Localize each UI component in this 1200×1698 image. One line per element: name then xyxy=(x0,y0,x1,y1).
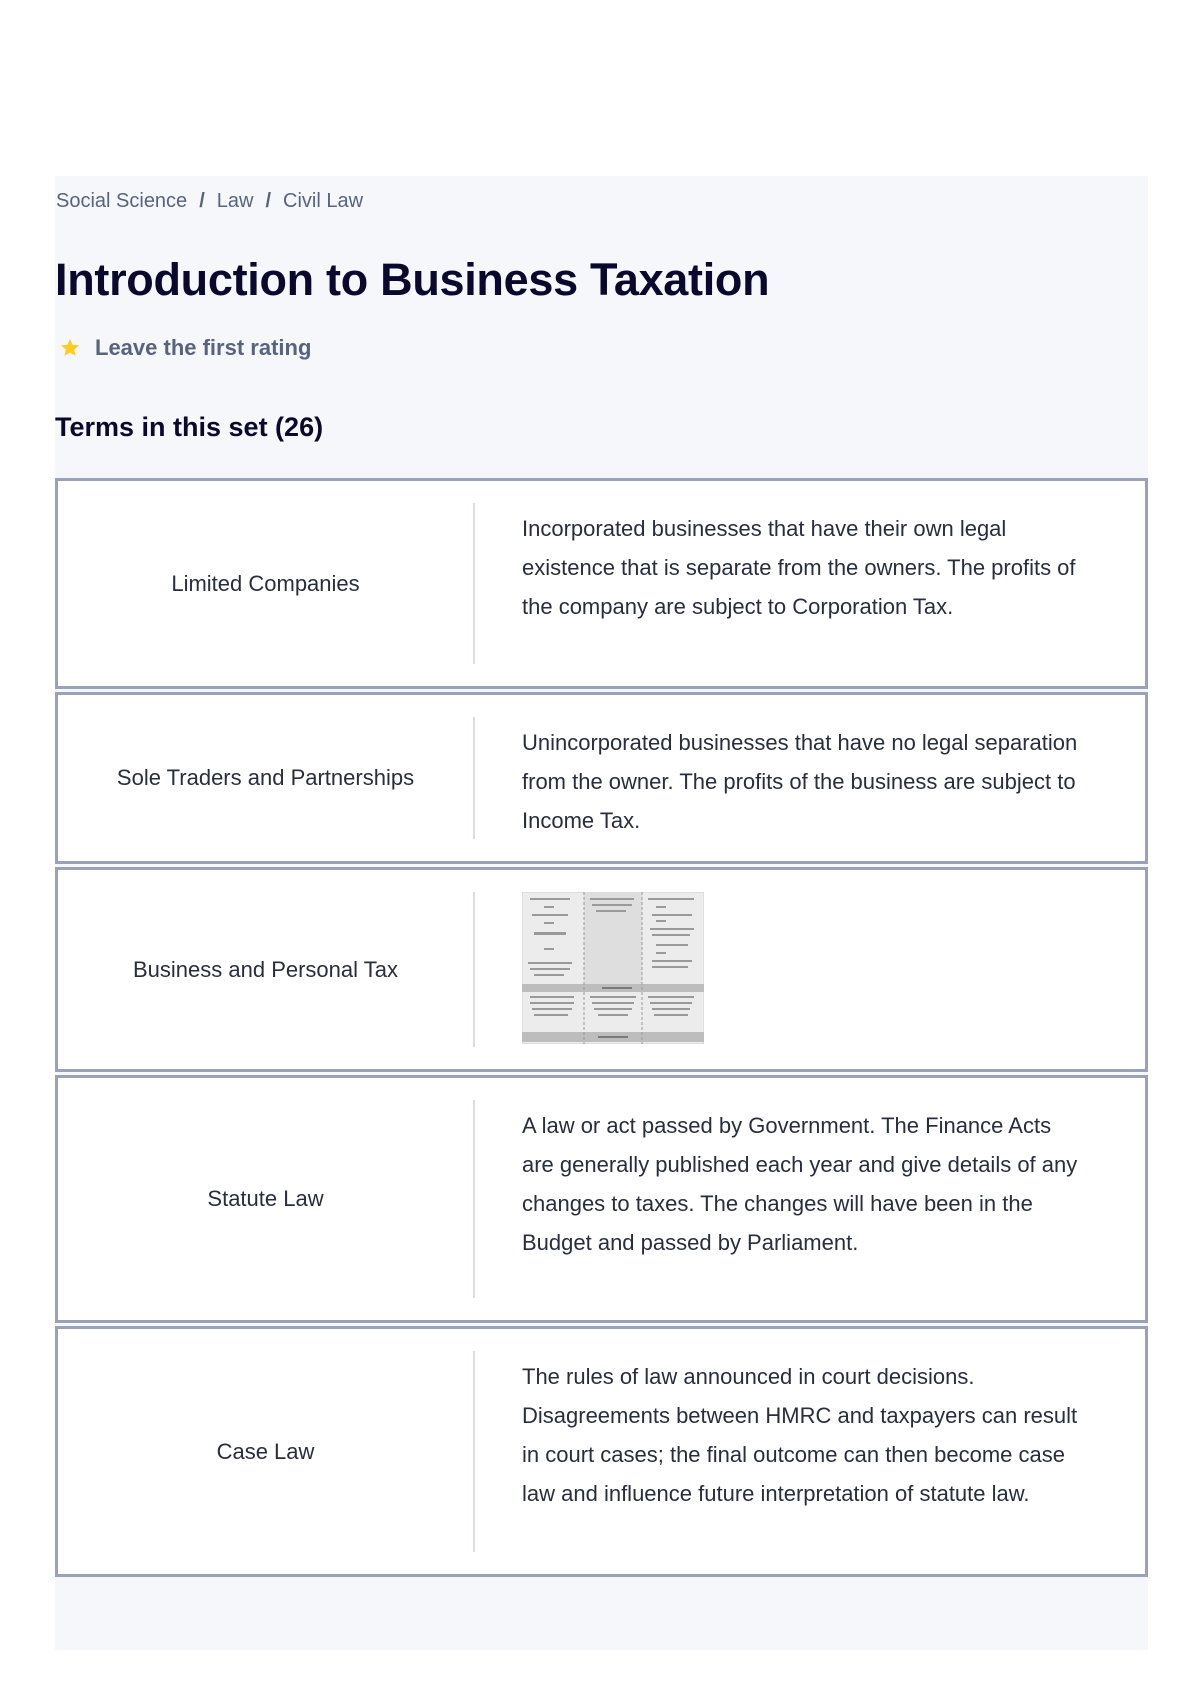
star-icon xyxy=(59,337,81,359)
definition-text: The rules of law announced in court decisions. Disagreements between HMRC and taxpayers can result in court cases; the final outcome can then become case law and influence future interpretation of statute law. xyxy=(522,1364,1078,1506)
definition-text: Unincorporated businesses that have no legal separation from the owner. The profits of the business are subject to Income Tax. xyxy=(522,730,1078,833)
term-text: Limited Companies xyxy=(171,570,360,596)
term-card xyxy=(55,478,1148,689)
rating-label: Leave the first rating xyxy=(95,335,312,360)
page-title: Introduction to Business Taxation xyxy=(55,254,770,305)
breadcrumb-item-civil-law[interactable]: Civil Law xyxy=(283,190,364,212)
term-card xyxy=(55,867,1148,1072)
term-card xyxy=(55,1326,1148,1577)
definition-text: Incorporated businesses that have their own legal existence that is separate from the owners. The profits of the company are subject to Corporation Tax. xyxy=(522,516,1076,619)
breadcrumb xyxy=(56,190,363,213)
term-text: Business and Personal Tax xyxy=(133,956,398,982)
rating-prompt[interactable] xyxy=(59,335,311,361)
term-text: Statute Law xyxy=(207,1186,324,1211)
term-text: Case Law xyxy=(216,1438,315,1464)
tax-diagram-image[interactable] xyxy=(522,892,704,1044)
terms-heading: Terms in this set (26) xyxy=(55,412,324,442)
main-panel xyxy=(55,176,1148,1650)
breadcrumb-separator: / xyxy=(199,190,205,212)
definition-image-cell xyxy=(475,870,1145,1069)
term-card xyxy=(55,692,1148,864)
term-text: Sole Traders and Partnerships xyxy=(116,765,415,790)
breadcrumb-item-law[interactable]: Law xyxy=(216,190,254,212)
breadcrumb-separator: / xyxy=(265,190,272,212)
breadcrumb-item-social-science[interactable]: Social Science xyxy=(56,190,188,212)
term-card xyxy=(55,1075,1148,1323)
definition-text: A law or act passed by Government. The Finance Acts are generally published each year and give details of any changes to taxes. The changes will have been in the Budget and passed by Parliament. xyxy=(522,1113,1078,1255)
terms-list xyxy=(55,478,1148,1580)
